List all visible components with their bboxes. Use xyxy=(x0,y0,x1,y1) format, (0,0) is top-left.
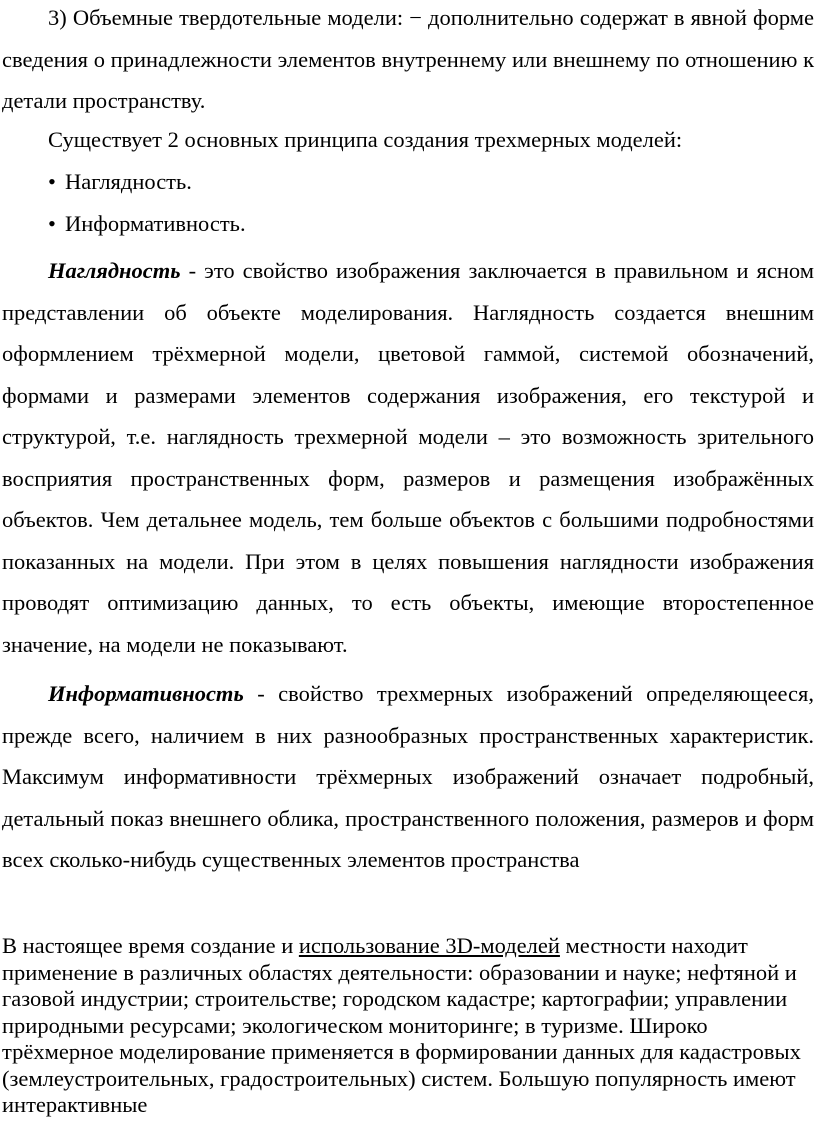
paragraph-principles-intro: Существует 2 основных принципа создания трехмерных моделей: xyxy=(48,127,683,152)
bullet-item-informativeness xyxy=(2,203,816,245)
bullet-icon: • xyxy=(48,211,56,236)
applications-text-start: В настоящее время создание и xyxy=(2,933,299,958)
term-informativeness: Информативность xyxy=(48,681,244,706)
bullet-label: Информативность. xyxy=(65,211,246,236)
link-3d-models[interactable]: использование 3D-моделей xyxy=(298,933,560,958)
paragraph-3d-applications xyxy=(2,933,814,1119)
paragraph-solid-models: 3) Объемные твердотельные модели: − дополнительно содержат в явной форме сведения о принадлежности элементов внутреннему или внешнему по отношению к детали пространству. xyxy=(2,5,814,113)
bullet-label: Наглядность. xyxy=(65,169,192,194)
paragraph-informativeness-definition xyxy=(2,673,814,881)
paragraph-clarity-definition xyxy=(2,250,814,665)
applications-text-end: местности находит применение в различных областях деятельности: образовании и науке; нефтяной и газовой индустрии; строительстве; городском кадастре; картографии; управлении природными ресурсами; экологическом мониторинге; в туризме. Широко трёхмерное моделирование применяется в формировании данных для кадастровых (землеустроительных, градостроительных) систем. Большую популярность имеют интерактивные xyxy=(2,933,801,1117)
bullet-item-clarity xyxy=(2,161,816,203)
bullet-icon: • xyxy=(48,169,56,194)
clarity-text: - это свойство изображения заключается в правильном и ясном представлении об объекте моделирования. Наглядность создается внешним оформлением трёхмерной модели, цветовой гаммой, системой обозначений, формами и размерами элементов содержания изображения, его текстурой и структурой, т.е. наглядность трехмерной модели – это возможность зрительного восприятия пространственных форм, размеров и размещения изображённых объектов. Чем детальнее модель, тем больше объектов с большими подробностями показанных на модели. При этом в целях повышения наглядности изображения проводят оптимизацию данных, то есть объекты, имеющие второстепенное значение, на модели не показывают. xyxy=(2,258,814,657)
informativeness-text: - свойство трехмерных изображений определяющееся, прежде всего, наличием в них разнообразных пространственных характеристик. Максимум информативности трёхмерных изображений означает подробный, детальный показ внешнего облика, пространственного положения, размеров и форм всех сколько-нибудь существенных элементов пространства xyxy=(2,681,814,872)
term-clarity: Наглядность xyxy=(48,258,181,283)
